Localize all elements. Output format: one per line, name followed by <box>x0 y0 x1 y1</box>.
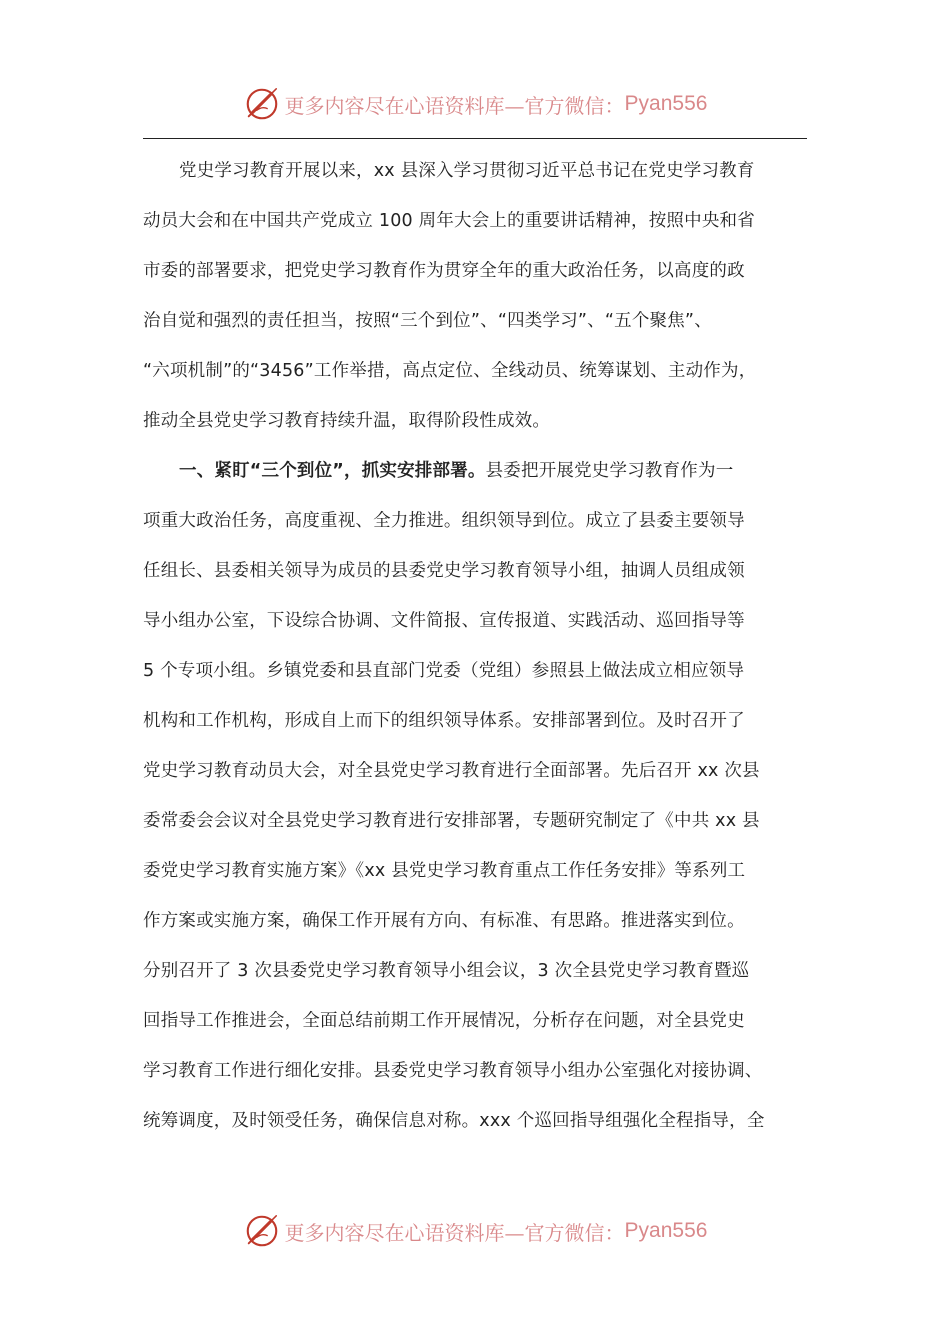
banner-wechat-id: Pyan556 <box>624 92 708 115</box>
banner-wechat-id: Pyan556 <box>624 1219 708 1242</box>
section-heading-line <box>143 446 811 496</box>
pen-logo-icon <box>243 1212 281 1250</box>
text-line: 治自觉和强烈的责任担当，按照“三个到位”、“四类学习”、“五个聚焦”、 <box>143 311 712 331</box>
text-line: 导小组办公室，下设综合协调、文件简报、宣传报道、实践活动、巡回指导等 <box>143 611 745 631</box>
text-line: 推动全县党史学习教育持续升温，取得阶段性成效。 <box>143 411 551 431</box>
text-segment: 县委把开展党史学习教育作为一 <box>485 461 734 481</box>
text-line: 5 个专项小组。乡镇党委和县直部门党委（党组）参照县上做法成立相应领导 <box>143 661 745 681</box>
document-body <box>143 146 811 1146</box>
text-line: 党史学习教育开展以来，xx 县深入学习贯彻习近平总书记在党史学习教育 <box>179 161 755 181</box>
header-divider <box>143 138 807 139</box>
text-line: 分别召开了 3 次县委党史学习教育领导小组会议，3 次全县党史学习教育暨巡 <box>143 961 750 981</box>
text-line: 委常委会会议对全县党史学习教育进行安排部署，专题研究制定了《中共 xx 县 <box>143 811 760 831</box>
text-line: 委党史学习教育实施方案》《xx 县党史学习教育重点工作任务安排》等系列工 <box>143 861 746 881</box>
text-line: 统筹调度，及时领受任务，确保信息对称。xxx 个巡回指导组强化全程指导，全 <box>143 1111 765 1131</box>
banner-text: 更多内容尽在心语资料库—官方微信： <box>284 93 625 118</box>
text-line: 机构和工作机构，形成自上而下的组织领导体系。安排部署到位。及时召开了 <box>143 711 745 731</box>
footer-banner <box>0 1209 950 1253</box>
text-line: 回指导工作推进会，全面总结前期工作开展情况，分析存在问题，对全县党史 <box>143 1011 745 1031</box>
text-line: 市委的部署要求，把党史学习教育作为贯穿全年的重大政治任务，以高度的政 <box>143 261 745 281</box>
pen-logo-icon <box>243 85 281 123</box>
text-line: 党史学习教育动员大会，对全县党史学习教育进行全面部署。先后召开 xx 次县 <box>143 761 760 781</box>
banner-text: 更多内容尽在心语资料库—官方微信： <box>284 1220 625 1245</box>
text-line: 动员大会和在中国共产党成立 100 周年大会上的重要讲话精神，按照中央和省 <box>143 211 755 231</box>
text-line: 项重大政治任务，高度重视、全力推进。组织领导到位。成立了县委主要领导 <box>143 511 745 531</box>
section-heading: 一、紧盯“三个到位”，抓实安排部署。 <box>179 461 486 481</box>
text-line: 学习教育工作进行细化安排。县委党史学习教育领导小组办公室强化对接协调、 <box>143 1061 763 1081</box>
header-banner <box>0 82 950 126</box>
text-line: 任组长、县委相关领导为成员的县委党史学习教育领导小组，抽调人员组成领 <box>143 561 745 581</box>
text-line: “六项机制”的“3456”工作举措，高点定位、全线动员、统筹谋划、主动作为， <box>143 361 757 381</box>
text-line: 作方案或实施方案，确保工作开展有方向、有标准、有思路。推进落实到位。 <box>143 911 745 931</box>
